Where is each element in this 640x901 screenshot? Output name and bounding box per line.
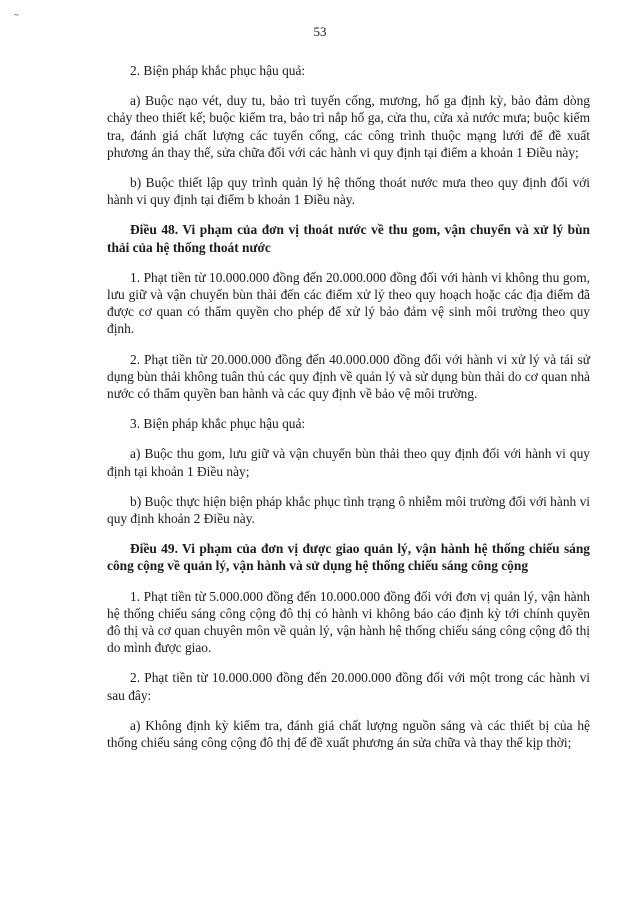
article-48-clause-2: 2. Phạt tiền từ 20.000.000 đồng đến 40.000.000 đồng đối với hành vi xử lý và tái sử dụng bùn thải không tuân thủ các quy định về quản lý và sử dụng bùn thải do cơ quan nhà nước có thẩm quyền ban hành và các quy định về bảo vệ môi trường.: [107, 351, 590, 402]
point-a-dredging: a) Buộc nạo vét, duy tu, bảo trì tuyến cống, mương, hố ga định kỳ, bảo đảm dòng chảy theo thiết kế; buộc kiểm tra, bảo trì nắp hố ga, cửa thu, cửa xả nước mưa; buộc kiểm tra, đánh giá chất lượng các tuyến cống, các công trình thuộc mạng lưới để đề xuất phương án thay thế, sửa chữa đối với các hành vi quy định tại điểm a khoản 1 Điều này;: [107, 93, 590, 160]
article-48-clause-1: 1. Phạt tiền từ 10.000.000 đồng đến 20.000.000 đồng đối với hành vi không thu gom, lưu giữ và vận chuyển bùn thải đến các điểm xử lý theo quy hoạch hoặc các địa điểm đã được cơ quan có thẩm quyền cho phép để xử lý bảo đảm vệ sinh môi trường theo quy định.: [107, 269, 590, 337]
article-49-clause-2: 2. Phạt tiền từ 10.000.000 đồng đến 20.000.000 đồng đối với một trong các hành vi sau đây:: [107, 670, 590, 703]
point-b-management-procedure: b) Buộc thiết lập quy trình quản lý hệ thống thoát nước mưa theo quy định đối với hành vi quy định tại điểm b khoản 1 Điều này.: [107, 175, 590, 208]
document-body: [107, 62, 590, 751]
article-48-heading: Điều 48. Vi phạm của đơn vị thoát nước về thu gom, vận chuyển và xử lý bùn thải của hệ thống thoát nước: [107, 222, 590, 255]
article-49-clause-1: 1. Phạt tiền từ 5.000.000 đồng đến 10.000.000 đồng đối với đơn vị quản lý, vận hành hệ thống chiếu sáng công cộng đô thị có hành vi không báo cáo định kỳ tới chính quyền đô thị và cơ quan chuyên môn về quản lý, vận hành hệ thống chiếu sáng công cộng đô thị do mình được giao.: [107, 588, 590, 656]
clause-remedial-measures: 2. Biện pháp khắc phục hậu quả:: [130, 63, 306, 78]
page-number: 53: [313, 24, 327, 39]
article-49-heading: Điều 49. Vi phạm của đơn vị được giao quản lý, vận hành hệ thống chiếu sáng công cộng về quản lý, vận hành và sử dụng hệ thống chiếu sáng công cộng: [107, 541, 590, 574]
article-48-clause-3: 3. Biện pháp khắc phục hậu quả:: [130, 416, 306, 432]
article-49-point-a: a) Không định kỳ kiểm tra, đánh giá chất lượng nguồn sáng và các thiết bị của hệ thống chiếu sáng công cộng đô thị để đề xuất phương án sửa chữa và thay thế kịp thời;: [107, 717, 590, 751]
article-48-point-b: b) Buộc thực hiện biện pháp khắc phục tình trạng ô nhiễm môi trường đối với hành vi quy định khoản 2 Điều này.: [107, 493, 590, 527]
scan-corner-mark: ~: [14, 10, 19, 20]
article-48-point-a: a) Buộc thu gom, lưu giữ và vận chuyển bùn thải theo quy định đối với hành vi quy định tại khoản 1 Điều này;: [107, 446, 590, 479]
